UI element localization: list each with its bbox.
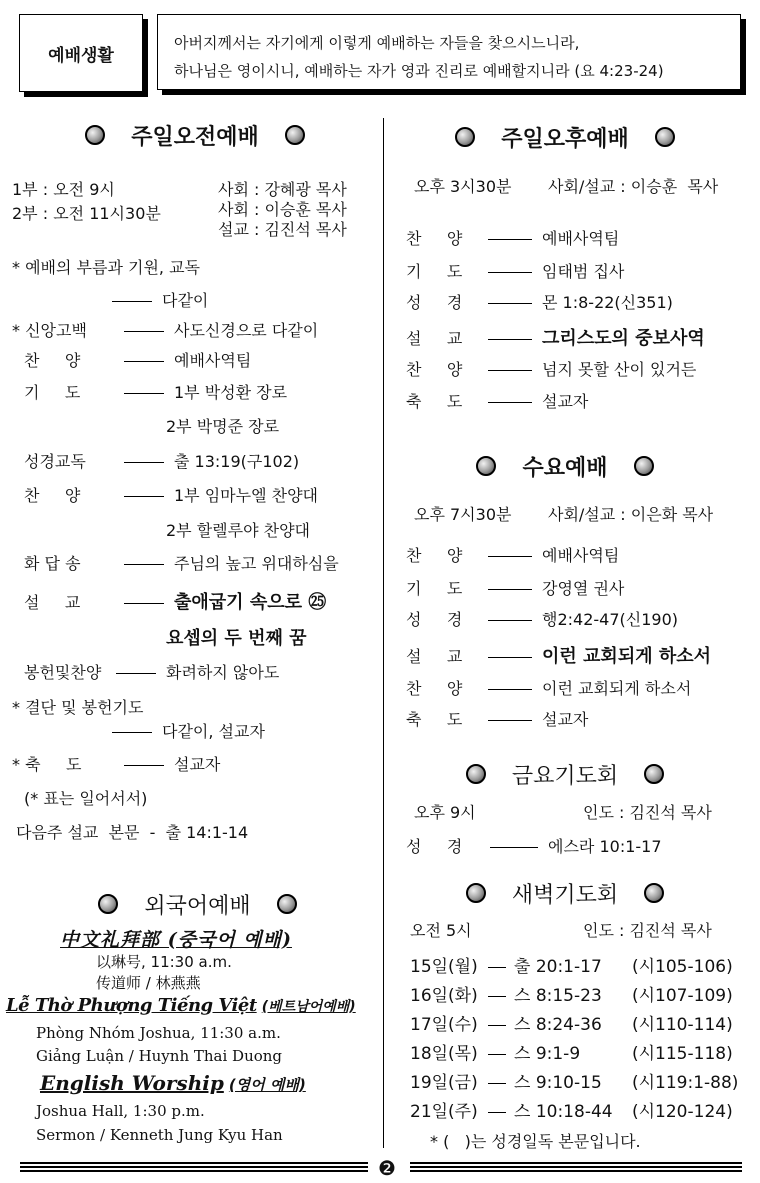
call-to-worship: * 예배의 부름과 기원, 교독 [12, 258, 200, 277]
order-value: 주님의 높고 위대하심을 [174, 554, 339, 573]
dash-line [488, 303, 532, 304]
dash-line [488, 239, 532, 240]
wednesday-officiant: 사회/설교 : 이은화 목사 [548, 505, 714, 524]
dash-line [488, 370, 532, 371]
order-label: 찬 양 [406, 229, 463, 248]
wednesday-title-text: 수요예배 [522, 455, 608, 481]
sermon-title: 그리스도의 중보사역 [542, 328, 705, 349]
friday-leader: 인도 : 김진석 목사 [583, 803, 712, 822]
order-label: 찬 양 [406, 546, 463, 565]
dash-line [488, 720, 532, 721]
order-value-cont: 2부 할렐루야 찬양대 [166, 521, 310, 540]
order-item [12, 318, 318, 341]
order-value: 예배사역팀 [542, 229, 620, 248]
sunday-afternoon-title [430, 120, 700, 154]
vietnamese-title-suffix: (베트남어예배) [261, 999, 356, 1015]
sunday-morning-title-text: 주일오전예배 [131, 124, 259, 150]
order-item [24, 380, 287, 403]
dash-line [488, 589, 532, 590]
dawn-leader: 인도 : 김진석 목사 [583, 921, 712, 940]
order-item [406, 324, 705, 350]
order-label: 설 교 [406, 329, 463, 348]
decision-prayer-row [112, 719, 265, 742]
order-item [24, 588, 326, 614]
service-time-1: 1부 : 오전 9시 [12, 180, 115, 199]
english-service-title [40, 1071, 306, 1095]
order-label: 성 경 [406, 837, 463, 856]
dash-line [488, 1025, 506, 1026]
order-value: 설교자 [542, 710, 589, 729]
order-item [406, 357, 696, 380]
order-item [406, 576, 624, 599]
dawn-day: 19일(금) [410, 1073, 478, 1093]
order-label: 찬 양 [406, 360, 463, 379]
friday-time: 오후 9시 [414, 803, 476, 822]
dawn-title [430, 876, 700, 910]
friday-title [430, 757, 700, 791]
dash-line [124, 564, 164, 565]
vietnamese-title-text: Lễ Thờ Phượng Tiếng Việt [6, 995, 257, 1016]
dash-line [124, 765, 164, 766]
order-item [24, 483, 318, 506]
bullet-ball-icon [476, 456, 496, 476]
dawn-reading-row [410, 1010, 733, 1035]
benediction-by: 설교자 [174, 755, 221, 774]
next-week-scripture: 다음주 설교 본문 - 출 14:1-14 [16, 823, 249, 842]
order-label: 기 도 [24, 383, 81, 402]
order-value: 사도신경으로 다같이 [174, 321, 319, 340]
dash-line [488, 996, 506, 997]
dash-line [488, 657, 532, 658]
afternoon-officiant: 사회/설교 : 이승훈 목사 [548, 177, 719, 196]
dash-line [124, 331, 164, 332]
section-label [19, 14, 143, 92]
dash-line [488, 967, 506, 968]
dawn-reading: 스 10:18-44 [514, 1102, 613, 1122]
dash-line [488, 1054, 506, 1055]
page-number: ❷ [378, 1156, 396, 1180]
dash-line [488, 1112, 506, 1113]
vietnamese-service-title [6, 995, 356, 1016]
standing-note: (* 표는 일어서서) [24, 789, 148, 808]
order-item [406, 543, 619, 566]
officiant-1: 사회 : 강혜광 목사 [218, 180, 347, 199]
order-value: 1부 박성환 장로 [174, 383, 288, 402]
bullet-ball-icon [277, 894, 297, 914]
order-label: 설 교 [406, 647, 463, 666]
vietnamese-service-preacher: Giảng Luận / Huynh Thai Duong [36, 1047, 283, 1065]
order-label: 찬 양 [24, 486, 81, 505]
order-item [406, 226, 619, 249]
column-divider [383, 118, 384, 1148]
dawn-reading-row [410, 1097, 733, 1122]
wednesday-time: 오후 7시30분 [414, 505, 512, 524]
footer-rule-right [410, 1162, 742, 1172]
order-value: 몬 1:8-22(신351) [542, 293, 673, 312]
dash-line [112, 301, 152, 302]
order-label: 축 도 [406, 710, 463, 729]
order-value: 예배사역팀 [542, 546, 620, 565]
bullet-ball-icon [98, 894, 118, 914]
order-label: 축 도 [406, 392, 463, 411]
order-item [406, 389, 588, 412]
order-item [24, 551, 339, 574]
dawn-reading-row [410, 952, 733, 977]
dawn-day: 16일(화) [410, 986, 478, 1006]
dash-line [488, 1083, 506, 1084]
vietnamese-service-time: Phòng Nhóm Joshua, 11:30 a.m. [36, 1024, 281, 1042]
order-item [24, 449, 299, 472]
order-item [406, 607, 678, 630]
dash-line [124, 361, 164, 362]
dawn-day: 21일(주) [410, 1102, 478, 1122]
dawn-reading: 스 9:1-9 [514, 1044, 581, 1064]
friday-title-text: 금요기도회 [511, 763, 619, 789]
friday-scripture-row [406, 834, 662, 857]
dash-line [124, 603, 164, 604]
order-value: 예배사역팀 [174, 351, 252, 370]
dawn-day: 15일(월) [410, 957, 478, 977]
dawn-reading: 스 9:10-15 [514, 1073, 602, 1093]
bullet-ball-icon [634, 456, 654, 476]
header-quote [157, 14, 741, 90]
dash-line [124, 462, 164, 463]
order-value: 출 13:19(구102) [174, 452, 300, 471]
footer-rule-left [20, 1162, 368, 1172]
sermon-subtitle: 요셉의 두 번째 꿈 [166, 628, 307, 649]
officiant-2: 사회 : 이승훈 목사 [218, 200, 347, 219]
bullet-ball-icon [655, 127, 675, 147]
dawn-reading: 스 8:24-36 [514, 1015, 602, 1035]
english-title-suffix: (영어 예배) [228, 1076, 306, 1094]
order-item [406, 676, 691, 699]
order-label: 성 경 [406, 610, 463, 629]
dash-line [124, 393, 164, 394]
chinese-service-preacher: 传道师 / 林燕燕 [96, 974, 201, 992]
friday-scripture: 에스라 10:1-17 [548, 837, 662, 856]
order-item [24, 348, 251, 371]
order-label: 성경교독 [24, 452, 86, 471]
order-value: 임태범 집사 [542, 262, 625, 281]
bullet-ball-icon [644, 764, 664, 784]
sermon-title: 출애굽기 속으로 ㉕ [174, 592, 327, 613]
order-label: 기 도 [406, 579, 463, 598]
order-item [406, 290, 673, 313]
dash-line [488, 556, 532, 557]
dawn-bible-reading: (시110-114) [632, 1015, 733, 1035]
sunday-morning-title [60, 118, 330, 152]
dash-line [116, 673, 156, 674]
dawn-day: 17일(수) [410, 1015, 478, 1035]
order-item [406, 707, 588, 730]
bullet-ball-icon [644, 883, 664, 903]
foreign-title-text: 외국어예배 [144, 893, 251, 919]
order-value: 화려하지 않아도 [166, 663, 280, 682]
decision-prayer-by: 다같이, 설교자 [162, 722, 265, 741]
order-value: 설교자 [542, 392, 589, 411]
decision-prayer: * 결단 및 봉헌기도 [12, 698, 144, 717]
order-value: 넘지 못할 산이 있거든 [542, 360, 697, 379]
wednesday-title [430, 449, 700, 483]
dawn-bible-reading: (시119:1-88) [632, 1073, 739, 1093]
preacher: 설교 : 김진석 목사 [218, 220, 347, 239]
bullet-ball-icon [85, 125, 105, 145]
quote-line-2: 하나님은 영이시니, 예배하는 자가 영과 진리로 예배할지니라 (요 4:23-24) [174, 62, 664, 80]
order-label: 찬 양 [24, 351, 81, 370]
call-to-worship-row [112, 288, 208, 311]
dash-line [112, 732, 152, 733]
order-value: 강영열 권사 [542, 579, 625, 598]
dash-line [488, 402, 532, 403]
dash-line [124, 496, 164, 497]
dawn-bible-reading: (시115-118) [632, 1044, 733, 1064]
bullet-ball-icon [466, 883, 486, 903]
dawn-note: * ( )는 성경일독 본문입니다. [430, 1132, 641, 1151]
benediction-row [12, 752, 220, 775]
dawn-day: 18일(목) [410, 1044, 478, 1064]
dash-line [488, 272, 532, 273]
order-item [406, 259, 624, 282]
order-value: 행2:42-47(신190) [542, 610, 678, 629]
sermon-title: 이런 교회되게 하소서 [542, 646, 712, 667]
order-value-cont: 2부 박명준 장로 [166, 417, 280, 436]
quote-line-1: 아버지께서는 자기에게 이렇게 예배하는 자들을 찾으시느니라, [174, 34, 580, 52]
dash-line [488, 339, 532, 340]
dash-line [488, 689, 532, 690]
sunday-afternoon-title-text: 주일오후예배 [501, 126, 629, 152]
order-label: 찬 양 [406, 679, 463, 698]
bullet-ball-icon [466, 764, 486, 784]
order-label: 기 도 [406, 262, 463, 281]
dawn-bible-reading: (시107-109) [632, 986, 733, 1006]
dawn-time: 오전 5시 [410, 921, 472, 940]
dawn-bible-reading: (시120-124) [632, 1102, 733, 1122]
order-value: 1부 임마누엘 찬양대 [174, 486, 318, 505]
english-title-text: English Worship [40, 1071, 224, 1095]
bullet-ball-icon [285, 125, 305, 145]
service-time-2: 2부 : 오전 11시30분 [12, 204, 161, 223]
order-label: 화 답 송 [24, 554, 81, 573]
order-value: 이런 교회되게 하소서 [542, 679, 692, 698]
order-item [24, 660, 279, 683]
bullet-ball-icon [455, 127, 475, 147]
dawn-bible-reading: (시105-106) [632, 957, 733, 977]
dash-line [488, 620, 532, 621]
order-item [406, 642, 711, 668]
section-label-text: 예배생활 [48, 45, 114, 66]
order-label: * 신앙고백 [12, 321, 87, 340]
dawn-reading-row [410, 1039, 733, 1064]
dawn-reading-row [410, 981, 733, 1006]
order-label: 설 교 [24, 593, 81, 612]
dawn-reading: 출 20:1-17 [514, 957, 602, 977]
english-service-preacher: Sermon / Kenneth Jung Kyu Han [36, 1126, 283, 1144]
dawn-title-text: 새벽기도회 [511, 882, 619, 908]
chinese-service-time: 以琳号, 11:30 a.m. [96, 953, 232, 971]
order-label: 성 경 [406, 293, 463, 312]
call-to-worship-by: 다같이 [162, 291, 209, 310]
benediction-label: * 축 도 [12, 755, 82, 774]
foreign-title [55, 887, 340, 921]
order-label: 봉헌및찬양 [24, 663, 102, 682]
dash-line [490, 847, 538, 848]
english-service-time: Joshua Hall, 1:30 p.m. [36, 1102, 205, 1120]
dawn-reading-row [410, 1068, 738, 1093]
chinese-service-title: 中文礼拜部 (중국어 예배) [60, 929, 292, 951]
afternoon-time: 오후 3시30분 [414, 177, 512, 196]
dawn-reading: 스 8:15-23 [514, 986, 602, 1006]
